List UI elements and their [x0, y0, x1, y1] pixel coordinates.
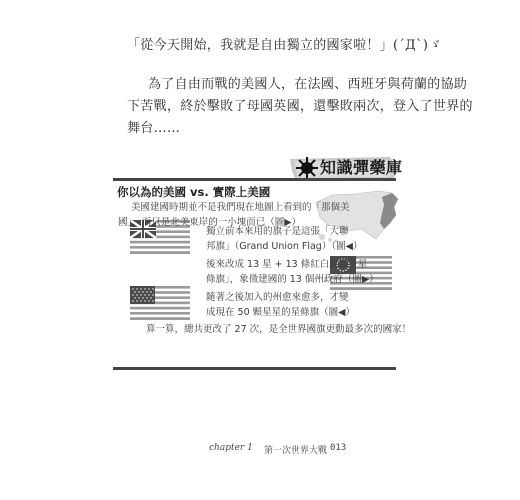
divider-bottom: [113, 367, 396, 370]
page-number: 013: [330, 443, 347, 453]
section-heading: 你以為的美國 vs. 實際上美國: [117, 185, 271, 199]
banner-title: 知識彈藥庫: [320, 158, 403, 177]
story-line-1: 「從今天開始，我就是自由獨立的國家啦！」(´Д`)ゞ: [127, 38, 442, 53]
story-line-4: 舞台……: [127, 121, 181, 136]
sun-icon: [296, 157, 318, 179]
story-line-3: 下苦戰，終於擊敗了母國英國，還擊敗兩次，登入了世界的: [127, 99, 473, 114]
sidebar-line-7: 隨著之後加入的州愈來愈多，才變: [206, 292, 349, 303]
sidebar-line-1: 美國建國時期並不是我們現在地圖上看到的「那個美: [131, 202, 350, 213]
sidebar-line-5: 後來改成 13 星 + 13 條紅白紋的「星: [206, 259, 368, 270]
sidebar-line-4: 邦旗」（Grand Union Flag）（圖◀）: [206, 241, 363, 252]
sidebar-line-9: 算一算，總共更改了 27 次，是全世界國旗更動最多次的國家！: [146, 324, 412, 335]
sidebar-line-6: 條旗」，象徵建國的 13 個州政府（圖▶）: [206, 274, 379, 285]
sidebar-line-8: 成現在 50 顆星星的星條旗（圖◀）: [206, 307, 355, 318]
divider-top: [113, 178, 396, 181]
story-line-2: 為了自由而戰的美國人，在法國、西班牙與荷蘭的協助: [148, 77, 468, 92]
footer-title: 第一次世界大戰: [264, 446, 328, 456]
sidebar-line-3: 獨立前本來用的旗子是這張「大聯: [206, 226, 349, 237]
footer-chapter: chapter 1: [209, 443, 253, 453]
fifty-star-flag-image: [130, 286, 190, 320]
sidebar-line-2: 國」，而只是北美東岸的一小塊而已（圖▶）: [118, 217, 302, 228]
